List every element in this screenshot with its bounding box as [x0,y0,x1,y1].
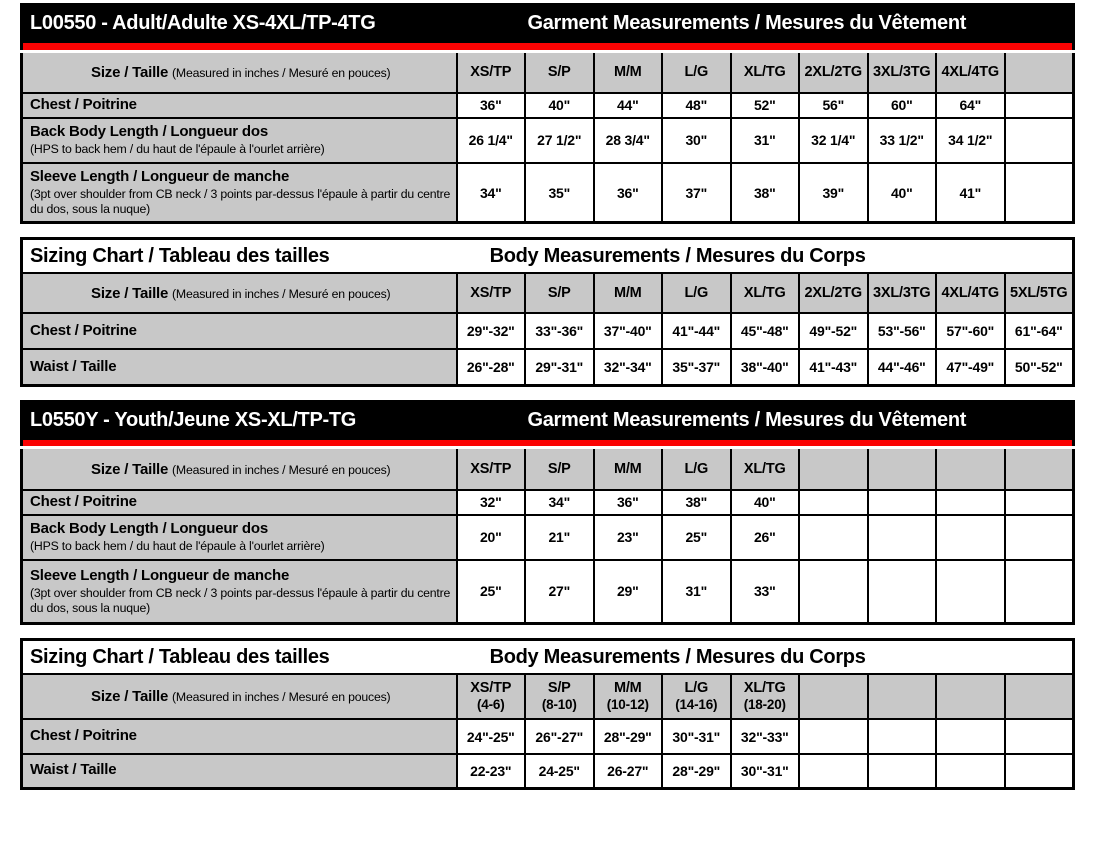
value-cell: 32 1/4" [799,118,868,163]
value-cell: 30"-31" [731,754,800,788]
value-cell: 28"-29" [594,719,663,754]
value-cell: 27" [525,560,594,624]
row-label: Back Body Length / Longueur dos [30,123,268,141]
value-cell: 33"-36" [525,313,594,349]
value-cell: 26"-28" [457,349,526,385]
value-cell: 34 1/2" [936,118,1005,163]
value-cell: 32" [457,490,526,515]
value-cell: 44"-46" [868,349,937,385]
value-cell: 35"-37" [662,349,731,385]
adult-body-table [20,237,1075,387]
value-cell: 53"-56" [868,313,937,349]
value-cell: 28 3/4" [594,118,663,163]
value-cell: 45"-48" [731,313,800,349]
garment-measurements-title: Garment Measurements / Mesures du Vêtement [527,12,967,34]
value-cell: 34" [457,163,526,223]
size-header-row [22,273,1074,313]
value-cell: 47"-49" [936,349,1005,385]
value-cell: 26 1/4" [457,118,526,163]
row-note: (3pt over shoulder from CB neck / 3 points par-dessus l'épaule à partir du centre du dos, sous la nuque) [30,585,451,615]
size-header-label-cell [22,273,457,313]
chest-row [22,93,1074,118]
size-header-label-cell [22,448,457,490]
column-size: L/G [684,679,709,696]
youth-body-title-row [22,640,1074,675]
value-cell: 30"-31" [662,719,731,754]
value-cell [1005,93,1074,118]
value-cell: 36" [594,490,663,515]
column-header: 5XL/5TG [1005,273,1074,313]
value-cell: 27 1/2" [525,118,594,163]
value-cell: 31" [662,560,731,624]
value-cell [799,490,868,515]
value-cell: 22-23" [457,754,526,788]
column-header: L/G [662,51,731,93]
column-header: M/M [594,448,663,490]
row-label: Back Body Length / Longueur dos [30,520,268,538]
value-cell [936,490,1005,515]
column-header [936,674,1005,719]
value-cell [1005,163,1074,223]
size-label: Size / Taille [91,688,169,705]
value-cell: 38" [662,490,731,515]
column-header: 3XL/3TG [868,51,937,93]
sleeve-length-row [22,560,1074,624]
value-cell: 30" [662,118,731,163]
red-bar-cell [22,439,1074,448]
column-header [799,448,868,490]
value-cell: 32"-33" [731,719,800,754]
value-cell: 35" [525,163,594,223]
column-header: XS/TP [457,51,526,93]
column-header [1005,448,1074,490]
value-cell: 64" [936,93,1005,118]
value-cell [799,515,868,560]
value-cell: 37"-40" [594,313,663,349]
column-header: L/G [662,273,731,313]
row-note: (HPS to back hem / du haut de l'épaule à l'ourlet arrière) [30,142,325,157]
column-size: M/M [613,679,642,696]
row-label-cell [22,118,457,163]
size-header-row [22,674,1074,719]
value-cell [868,560,937,624]
adult-product-title: L00550 - Adult/Adulte XS-4XL/TP-4TG [30,12,376,34]
body-measurements-title: Body Measurements / Mesures du Corps [489,646,866,668]
value-cell [1005,515,1074,560]
row-label: Chest / Poitrine [30,727,137,745]
title-cell [22,239,1074,274]
row-label-cell [22,754,457,788]
row-label: Waist / Taille [30,761,117,779]
back-body-length-row [22,118,1074,163]
column-header [594,674,663,719]
row-label: Waist / Taille [30,357,117,375]
column-header: XL/TG [731,51,800,93]
value-cell [868,754,937,788]
column-header: S/P [525,273,594,313]
value-cell: 36" [594,163,663,223]
value-cell: 23" [594,515,663,560]
size-header-label-cell [22,674,457,719]
value-cell: 26"-27" [525,719,594,754]
row-label-cell [22,313,457,349]
value-cell [1005,560,1074,624]
adult-body-title-row [22,239,1074,274]
chest-row [22,313,1074,349]
value-cell: 40" [868,163,937,223]
size-header-row [22,448,1074,490]
value-cell [799,560,868,624]
sizing-chart-title: Sizing Chart / Tableau des tailles [30,646,330,668]
size-header-label-cell [22,51,457,93]
column-header: XS/TP [457,273,526,313]
size-label: Size / Taille [91,284,169,302]
back-body-length-row [22,515,1074,560]
value-cell: 24"-25" [457,719,526,754]
value-cell [1005,719,1074,754]
size-note: (Measured in inches / Mesuré en pouces) [172,286,391,301]
title-cell [22,640,1074,675]
red-accent-bar [22,439,1074,448]
value-cell: 31" [731,118,800,163]
value-cell: 28"-29" [662,754,731,788]
column-header: 2XL/2TG [799,51,868,93]
column-size-range: (18-20) [743,697,786,713]
value-cell: 36" [457,93,526,118]
column-size: S/P [547,679,571,696]
red-bar-cell [22,42,1074,51]
chest-row [22,490,1074,515]
size-label: Size / Taille [91,63,169,81]
value-cell: 37" [662,163,731,223]
value-cell [868,719,937,754]
size-label: Size / Taille [91,460,169,478]
row-label: Chest / Poitrine [30,492,137,510]
column-size-range: (10-12) [606,697,649,713]
value-cell [936,515,1005,560]
row-label-cell [22,163,457,223]
column-header [1005,674,1074,719]
value-cell: 41"-43" [799,349,868,385]
value-cell: 26" [731,515,800,560]
row-label-cell [22,93,457,118]
column-size: XL/TG [743,679,786,696]
value-cell: 20" [457,515,526,560]
value-cell: 25" [662,515,731,560]
value-cell: 41" [936,163,1005,223]
value-cell: 57"-60" [936,313,1005,349]
sleeve-length-row [22,163,1074,223]
column-header [868,674,937,719]
column-header [525,674,594,719]
column-size-range: (8-10) [541,697,577,713]
waist-row [22,754,1074,788]
value-cell [799,719,868,754]
value-cell [1005,754,1074,788]
row-label-cell [22,349,457,385]
value-cell: 52" [731,93,800,118]
value-cell [868,515,937,560]
red-accent-bar [22,42,1074,51]
row-label-cell [22,490,457,515]
adult-garment-band-row [22,5,1074,43]
column-header: L/G [662,448,731,490]
row-label-cell [22,515,457,560]
adult-garment-table [20,3,1075,224]
value-cell: 29"-32" [457,313,526,349]
value-cell: 48" [662,93,731,118]
garment-measurements-title: Garment Measurements / Mesures du Vêtement [527,408,967,431]
value-cell: 21" [525,515,594,560]
column-header: 4XL/4TG [936,273,1005,313]
youth-product-title: L0550Y - Youth/Jeune XS-XL/TP-TG [30,408,357,431]
value-cell: 40" [731,490,800,515]
column-size: XS/TP [470,679,512,696]
value-cell: 26-27" [594,754,663,788]
row-label: Chest / Poitrine [30,96,137,113]
value-cell: 24-25" [525,754,594,788]
value-cell: 44" [594,93,663,118]
waist-row [22,349,1074,385]
sizing-chart-title: Sizing Chart / Tableau des tailles [30,245,330,268]
value-cell [1005,490,1074,515]
column-header [1005,51,1074,93]
column-header: S/P [525,448,594,490]
size-note: (Measured in inches / Mesuré en pouces) [172,690,391,704]
row-note: (HPS to back hem / du haut de l'épaule à l'ourlet arrière) [30,538,325,553]
row-label: Sleeve Length / Longueur de manche [30,566,290,584]
value-cell [936,754,1005,788]
band-cell [22,5,1074,43]
value-cell [936,560,1005,624]
value-cell: 33" [731,560,800,624]
value-cell: 38"-40" [731,349,800,385]
value-cell: 40" [525,93,594,118]
value-cell [799,754,868,788]
value-cell: 32"-34" [594,349,663,385]
row-label-cell [22,719,457,754]
column-header: 2XL/2TG [799,273,868,313]
value-cell: 49"-52" [799,313,868,349]
column-header: M/M [594,273,663,313]
value-cell: 61"-64" [1005,313,1074,349]
column-header: XL/TG [731,448,800,490]
row-label: Chest / Poitrine [30,321,137,339]
band-cell [22,401,1074,439]
column-header: XL/TG [731,273,800,313]
column-header [662,674,731,719]
value-cell [868,490,937,515]
column-size-range: (14-16) [675,697,718,713]
value-cell [1005,118,1074,163]
youth-body-table [20,638,1075,790]
value-cell: 29" [594,560,663,624]
column-header [936,448,1005,490]
size-note: (Measured in inches / Mesuré en pouces) [172,65,391,80]
youth-garment-band-row [22,401,1074,439]
value-cell: 29"-31" [525,349,594,385]
row-label: Sleeve Length / Longueur de manche [30,168,290,186]
column-header [799,674,868,719]
column-header: M/M [594,51,663,93]
youth-garment-table [20,400,1075,625]
row-note: (3pt over shoulder from CB neck / 3 points par-dessus l'épaule à partir du centre du dos, sous la nuque) [30,186,451,216]
size-header-row [22,51,1074,93]
size-note: (Measured in inches / Mesuré en pouces) [172,462,391,477]
value-cell: 25" [457,560,526,624]
value-cell [936,719,1005,754]
column-header: S/P [525,51,594,93]
value-cell: 56" [799,93,868,118]
value-cell: 41"-44" [662,313,731,349]
value-cell: 50"-52" [1005,349,1074,385]
value-cell: 34" [525,490,594,515]
body-measurements-title: Body Measurements / Mesures du Corps [489,245,866,268]
column-header [457,674,526,719]
column-header: 3XL/3TG [868,273,937,313]
value-cell: 33 1/2" [868,118,937,163]
column-size-range: (4-6) [476,697,505,713]
row-label-cell [22,560,457,624]
column-header [731,674,800,719]
chest-row [22,719,1074,754]
column-header: XS/TP [457,448,526,490]
value-cell: 38" [731,163,800,223]
column-header [868,448,937,490]
value-cell: 39" [799,163,868,223]
column-header: 4XL/4TG [936,51,1005,93]
value-cell: 60" [868,93,937,118]
